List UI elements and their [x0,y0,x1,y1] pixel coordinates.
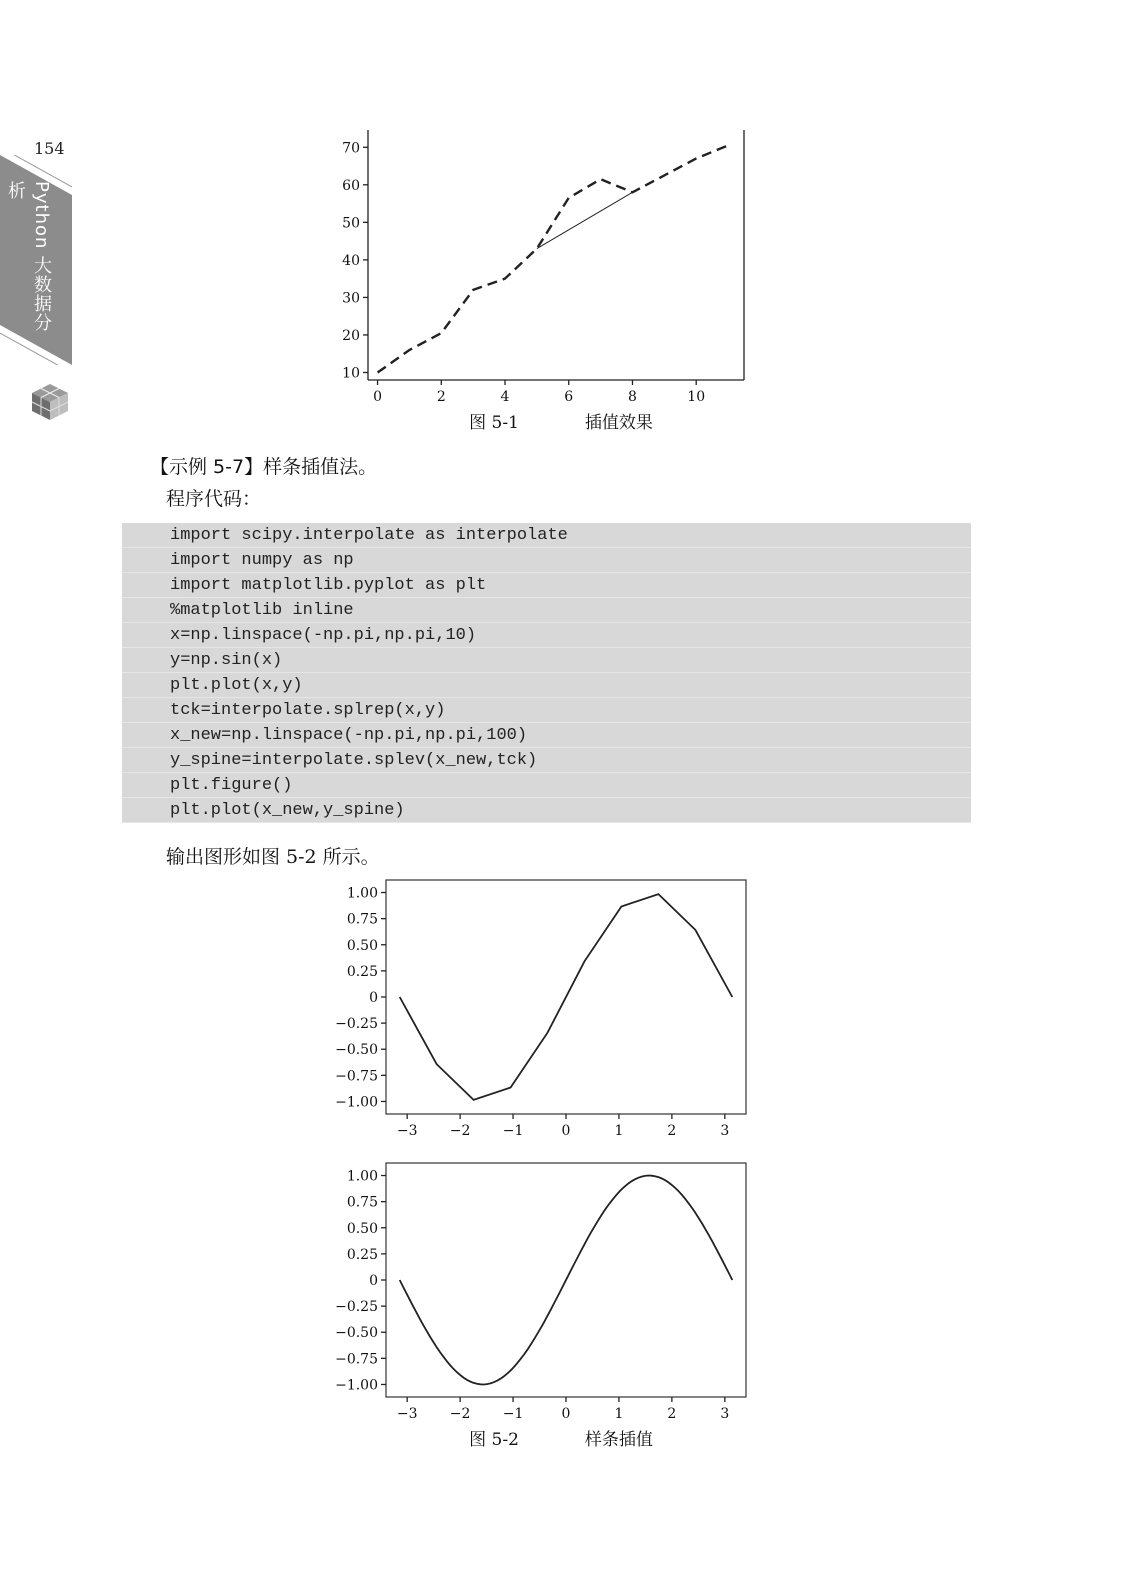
y-tick-label: 0 [369,1273,378,1289]
y-tick-label: 0.75 [346,1194,378,1211]
code-label: 程序代码： [166,488,262,510]
code-line: import numpy as np [122,548,971,573]
series-line-0 [400,894,733,1100]
y-tick-label: −0.50 [335,1325,378,1342]
series-line-1 [537,192,633,248]
x-tick-label: −3 [396,1123,418,1139]
x-tick-label: 8 [628,389,637,405]
series-line-0 [400,1176,733,1385]
y-tick-label: 0.25 [346,963,378,980]
page-number: 154 [34,139,65,158]
x-tick-label: 2 [667,1406,677,1422]
example-title: 样条插值法。 [263,456,378,478]
x-tick-label: 1 [614,1123,624,1139]
side-title: Python 大数据分析 [5,181,52,333]
y-tick-label: 0.50 [346,937,378,954]
y-tick-label: 1.00 [346,1168,378,1185]
code-line: plt.plot(x,y) [122,673,971,698]
y-tick-label: −0.25 [335,1016,378,1033]
y-tick-label: 60 [342,177,360,194]
figure-5-2-caption [0,1425,1122,1450]
y-tick-label: 0.75 [346,911,378,928]
y-tick-label: 0.50 [346,1220,378,1237]
y-tick-label: 70 [342,140,360,157]
y-tick-label: 10 [342,365,360,382]
x-tick-label: −1 [502,1123,524,1139]
code-line: x=np.linspace(-np.pi,np.pi,10) [122,623,971,648]
y-tick-label: 0 [369,990,378,1006]
code-line: plt.plot(x_new,y_spine) [122,798,971,823]
y-tick-label: 30 [342,290,360,307]
x-tick-label: 0 [561,1123,571,1139]
code-line: %matplotlib inline [122,598,971,623]
code-line: x_new=np.linspace(-np.pi,np.pi,100) [122,723,971,748]
x-tick-label: 3 [720,1406,730,1422]
y-tick-label: 40 [342,252,360,269]
figure-5-1-title: 插值效果 [584,413,653,433]
figure-5-2-number: 图 5-2 [469,1430,519,1450]
code-line: plt.figure() [122,773,971,798]
x-tick-label: −1 [502,1406,524,1422]
code-line: tck=interpolate.splrep(x,y) [122,698,971,723]
code-line: import scipy.interpolate as interpolate [122,523,971,548]
code-block [122,523,971,822]
x-tick-label: 2 [436,389,446,405]
figure-5-1-caption [0,408,1122,433]
figure-5-1-number: 图 5-1 [469,413,519,433]
code-line: y=np.sin(x) [122,648,971,673]
series-line-0 [378,145,728,372]
x-tick-label: 0 [561,1406,571,1422]
x-tick-label: 0 [373,389,383,405]
side-tab [0,155,72,365]
y-tick-label: −1.00 [335,1377,378,1394]
y-tick-label: −0.75 [335,1351,378,1368]
y-tick-label: −1.00 [335,1094,378,1111]
code-line: import matplotlib.pyplot as plt [122,573,971,598]
figure-5-2-bottom-chart [330,1155,760,1425]
x-tick-label: 3 [720,1123,730,1139]
x-tick-label: −2 [449,1123,471,1139]
figure-5-1-chart [330,130,760,410]
y-tick-label: 0.25 [346,1246,378,1263]
figure-5-2-top-chart [330,872,760,1142]
x-tick-label: −2 [449,1406,471,1422]
x-tick-label: 2 [667,1123,677,1139]
figure-5-2-title: 样条插值 [584,1430,653,1450]
y-tick-label: 1.00 [346,885,378,902]
x-tick-label: 6 [564,389,574,405]
x-tick-label: 10 [687,389,706,405]
y-tick-label: 50 [342,215,360,232]
x-tick-label: −3 [396,1406,418,1422]
y-tick-label: −0.25 [335,1299,378,1316]
x-tick-label: 1 [614,1406,624,1422]
example-heading [150,452,377,479]
y-tick-label: −0.50 [335,1042,378,1059]
output-text: 输出图形如图 5-2 所示。 [166,846,380,868]
example-tag: 【示例 5-7】 [150,456,264,478]
y-tick-label: −0.75 [335,1068,378,1085]
code-line: y_spine=interpolate.splev(x_new,tck) [122,748,971,773]
x-tick-label: 4 [500,389,510,405]
y-tick-label: 20 [342,327,360,344]
